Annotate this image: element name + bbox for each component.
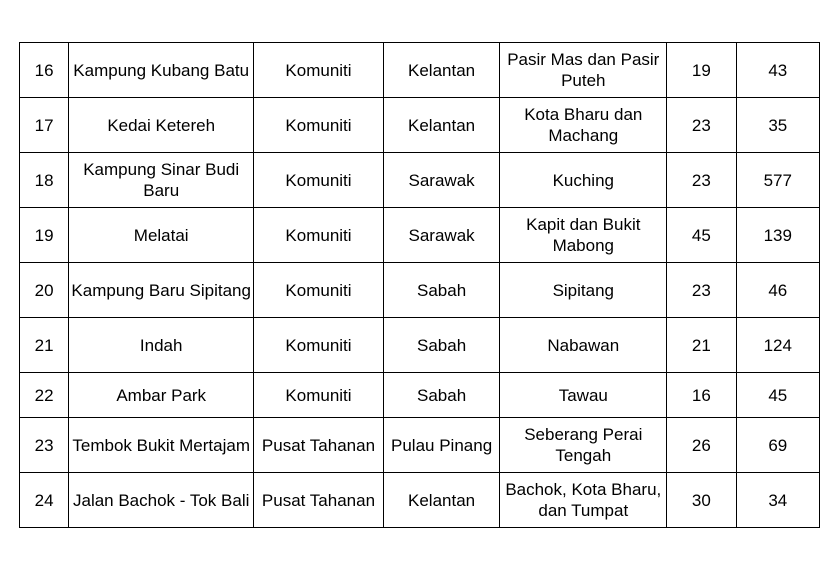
count-a: 30 [667, 473, 736, 528]
cluster-type: Komuniti [254, 153, 384, 208]
table-row [20, 43, 820, 98]
cluster-type: Pusat Tahanan [254, 418, 384, 473]
cluster-name: Kampung Kubang Batu [69, 43, 254, 98]
count-b: 577 [736, 153, 819, 208]
cluster-type: Pusat Tahanan [254, 473, 384, 528]
state: Sabah [383, 318, 500, 373]
table-row [20, 208, 820, 263]
row-number: 23 [20, 418, 69, 473]
district: Nabawan [500, 318, 667, 373]
table-row [20, 98, 820, 153]
cluster-type: Komuniti [254, 318, 384, 373]
count-b: 69 [736, 418, 819, 473]
state: Sarawak [383, 208, 500, 263]
count-a: 26 [667, 418, 736, 473]
cluster-name: Kampung Sinar Budi Baru [69, 153, 254, 208]
row-number: 24 [20, 473, 69, 528]
table-row [20, 418, 820, 473]
count-a: 23 [667, 263, 736, 318]
table-row [20, 373, 820, 418]
district: Bachok, Kota Bharu, dan Tumpat [500, 473, 667, 528]
table-row [20, 263, 820, 318]
cluster-name: Melatai [69, 208, 254, 263]
cluster-name: Indah [69, 318, 254, 373]
count-a: 19 [667, 43, 736, 98]
count-b: 35 [736, 98, 819, 153]
state: Kelantan [383, 98, 500, 153]
count-a: 45 [667, 208, 736, 263]
count-b: 46 [736, 263, 819, 318]
row-number: 18 [20, 153, 69, 208]
state: Sarawak [383, 153, 500, 208]
cluster-type: Komuniti [254, 263, 384, 318]
district: Tawau [500, 373, 667, 418]
cluster-name: Jalan Bachok - Tok Bali [69, 473, 254, 528]
count-b: 139 [736, 208, 819, 263]
cluster-type: Komuniti [254, 98, 384, 153]
row-number: 21 [20, 318, 69, 373]
district: Kuching [500, 153, 667, 208]
district: Kapit dan Bukit Mabong [500, 208, 667, 263]
table-row [20, 473, 820, 528]
state: Kelantan [383, 43, 500, 98]
state: Sabah [383, 263, 500, 318]
cluster-name: Kedai Ketereh [69, 98, 254, 153]
count-a: 16 [667, 373, 736, 418]
cluster-type: Komuniti [254, 373, 384, 418]
district: Sipitang [500, 263, 667, 318]
count-b: 124 [736, 318, 819, 373]
count-a: 21 [667, 318, 736, 373]
count-a: 23 [667, 153, 736, 208]
row-number: 17 [20, 98, 69, 153]
cluster-table [19, 42, 820, 528]
state: Sabah [383, 373, 500, 418]
cluster-name: Ambar Park [69, 373, 254, 418]
district: Seberang Perai Tengah [500, 418, 667, 473]
cluster-name: Kampung Baru Sipitang [69, 263, 254, 318]
cluster-name: Tembok Bukit Mertajam [69, 418, 254, 473]
row-number: 19 [20, 208, 69, 263]
district: Pasir Mas dan Pasir Puteh [500, 43, 667, 98]
count-b: 34 [736, 473, 819, 528]
row-number: 16 [20, 43, 69, 98]
cluster-type: Komuniti [254, 208, 384, 263]
district: Kota Bharu dan Machang [500, 98, 667, 153]
row-number: 20 [20, 263, 69, 318]
count-b: 43 [736, 43, 819, 98]
count-b: 45 [736, 373, 819, 418]
row-number: 22 [20, 373, 69, 418]
state: Pulau Pinang [383, 418, 500, 473]
cluster-type: Komuniti [254, 43, 384, 98]
count-a: 23 [667, 98, 736, 153]
state: Kelantan [383, 473, 500, 528]
table-row [20, 153, 820, 208]
table-row [20, 318, 820, 373]
